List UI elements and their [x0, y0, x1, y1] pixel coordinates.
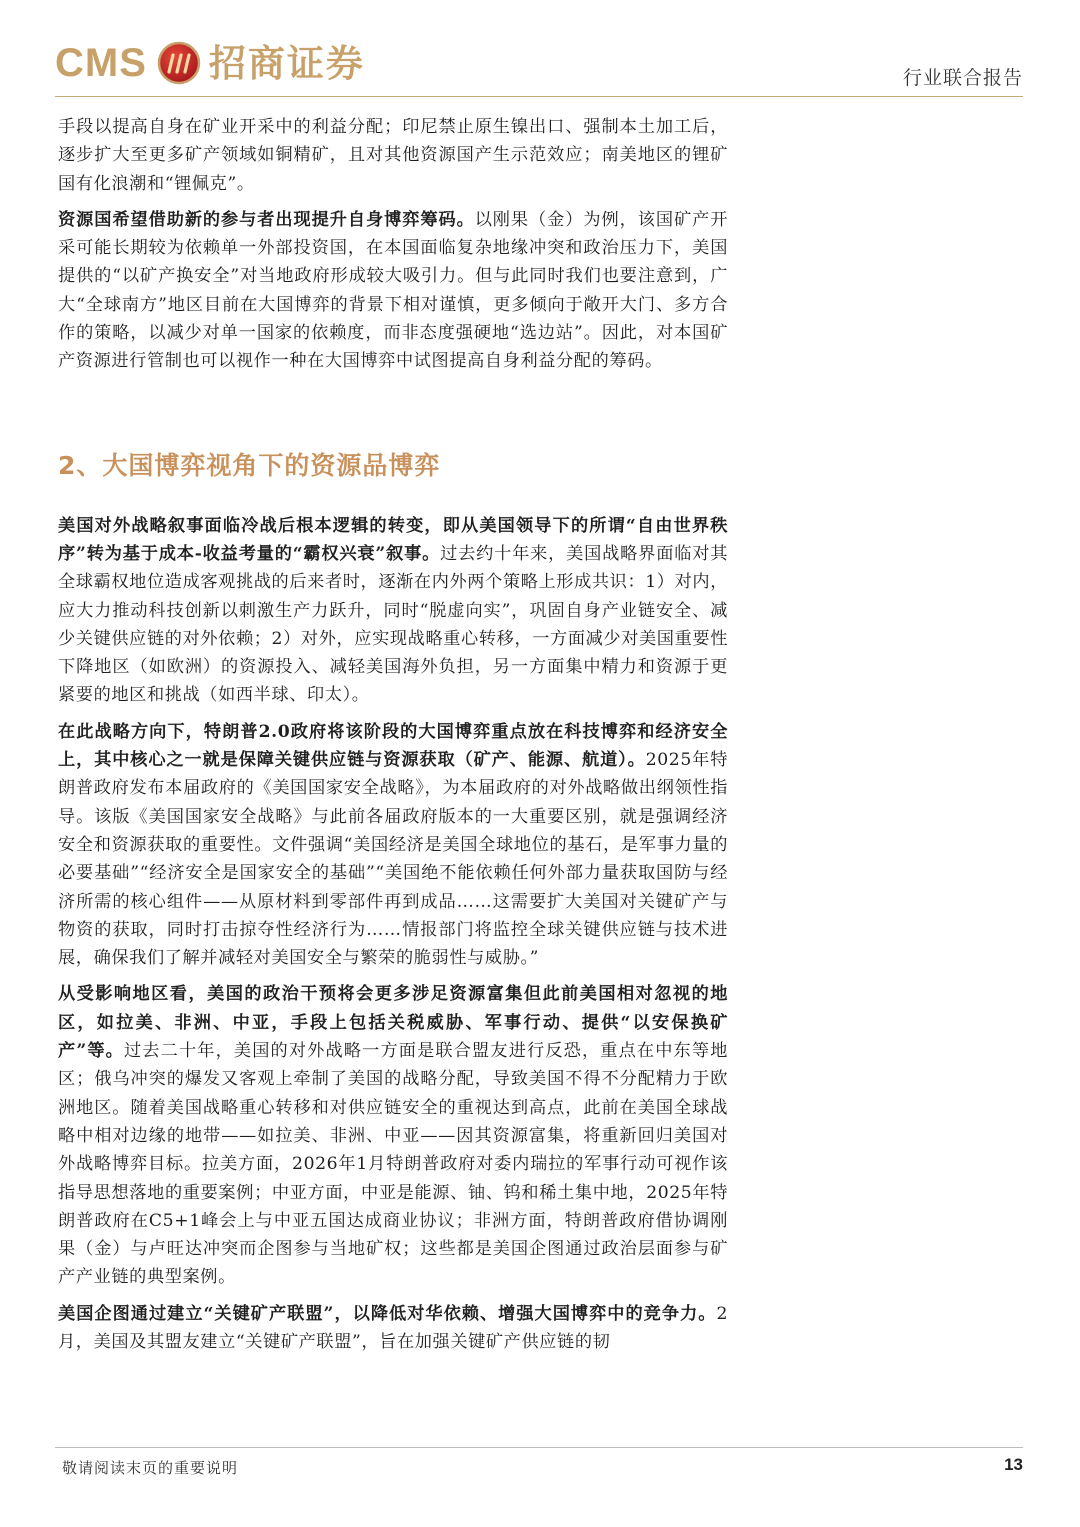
logo-cms-text: CMS	[55, 41, 147, 85]
paragraph	[58, 206, 728, 376]
page-header	[0, 0, 1080, 100]
paragraph	[58, 1300, 728, 1357]
section-spacer	[58, 384, 728, 448]
footer-divider	[55, 1447, 1023, 1448]
paragraph-lead: 资源国希望借助新的参与者出现提升自身博弈筹码。	[58, 209, 475, 230]
paragraph-body: 过去二十年，美国的对外战略一方面是联合盟友进行反恐，重点在中东等地区；俄乌冲突的爆发又客观上牵制了美国的战略分配，导致美国不得不分配精力于欧洲地区。随着美国战略重心转移和对供应链安全的重视达到高点，此前在美国全球战略中相对边缘的地带——如拉美、非洲、中亚——因其资源富集，将重新回归美国对外战略博弈目标。拉美方面，2026年1月特朗普政府对委内瑞拉的军事行动可视作该指导思想落地的重要案例；中亚方面，中亚是能源、铀、钨和稀土集中地，2025年特朗普政府在C5+1峰会上与中亚五国达成商业协议；非洲方面，特朗普政府借协调刚果（金）与卢旺达冲突而企图参与当地矿权；这些都是美国企图通过政治层面参与矿产产业链的典型案例。	[58, 1041, 728, 1288]
paragraph-lead: 在此战略方向下，特朗普2.0政府将该阶段的大国博弈重点放在科技博弈和经济安全上，其中核心之一就是保障关键供应链与资源获取（矿产、能源、航道）。	[58, 721, 728, 771]
company-logo	[55, 38, 365, 88]
logo-emblem-icon	[157, 41, 201, 85]
section-title: 2、大国博弈视角下的资源品博弈	[58, 450, 441, 480]
paragraph	[58, 512, 728, 710]
paragraph-body: 过去约十年来，美国战略界面临对其全球霸权地位造成客观挑战的后来者时，逐渐在内外两个策略上形成共识：1）对内，应大力推动科技创新以刺激生产力跃升，同时“脱虚向实”，巩固自身产业链安全、减少关键供应链的对外依赖；2）对外，应实现战略重心转移，一方面减少对美国重要性下降地区（如欧洲）的资源投入、减轻美国海外负担，另一方面集中精力和资源于更紧要的地区和挑战（如西半球、印太）。	[58, 543, 728, 706]
paragraph	[58, 113, 728, 198]
page-number: 13	[1004, 1455, 1023, 1474]
header-divider	[55, 96, 1023, 97]
paragraph-lead: 从受影响地区看，美国的政治干预将会更多涉足资源富集但此前美国相对忽视的地区，如拉美、非洲、中亚，手段上包括关税威胁、军事行动、提供“以安保换矿产”等。	[58, 984, 728, 1062]
paragraph-lead: 美国对外战略叙事面临冷战后根本逻辑的转变，即从美国领导下的所谓“自由世界秩序”转为基于成本-收益考量的“霸权兴衰”叙事。	[58, 515, 728, 564]
paragraph-lead: 美国企图通过建立“关键矿产联盟”，以降低对华依赖、增强大国博弈中的竞争力。	[58, 1303, 717, 1324]
footer-disclaimer-note: 敬请阅读末页的重要说明	[62, 1459, 239, 1477]
paragraph-body: 以刚果（金）为例，该国矿产开采可能长期较为依赖单一外部投资国，在本国面临复杂地缘冲突和政治压力下，美国提供的“以矿产换安全”对当地政府形成较大吸引力。但与此同时我们也要注意到，广大“全球南方”地区目前在大国博弈的背景下相对谨慎，更多倾向于敞开大门、多方合作的策略，以减少对单一国家的依赖度，而非态度强硬地“选边站”。因此，对本国矿产资源进行管制也可以视作一种在大国博弈中试图提高自身利益分配的筹码。	[58, 209, 728, 372]
paragraph	[58, 980, 728, 1291]
paragraph-body: 2月，美国及其盟友建立“关键矿产联盟”，旨在加强关键矿产供应链的韧	[58, 1303, 728, 1352]
logo-cn-text: 招商证券	[208, 41, 365, 85]
paragraph	[58, 718, 728, 973]
paragraph-body: 2025年特朗普政府发布本届政府的《美国国家安全战略》，为本届政府的对外战略做出纲领性指导。该版《美国国家安全战略》与此前各届政府版本的一大重要区别，就是强调经济安全和资源获取的重要性。文件强调“美国经济是美国全球地位的基石，是军事力量的必要基础”“经济安全是国家安全的基础”“美国绝不能依赖任何外部力量获取国防与经济所需的核心组件——从原材料到零部件再到成品……这需要扩大美国对关键矿产与物资的获取，同时打击掠夺性经济行为……情报部门将监控全球关键供应链与技术进展，确保我们了解并减轻对美国安全与繁荣的脆弱性与威胁。”	[58, 750, 729, 969]
paragraph-body: 手段以提高自身在矿业开采中的利益分配；印尼禁止原生镍出口、强制本土加工后，逐步扩大至更多矿产领域如铜精矿，且对其他资源国产生示范效应；南美地区的锂矿国有化浪潮和“锂佩克”。	[58, 117, 728, 194]
main-content	[58, 113, 728, 1364]
report-type: 行业联合报告	[902, 67, 1023, 89]
